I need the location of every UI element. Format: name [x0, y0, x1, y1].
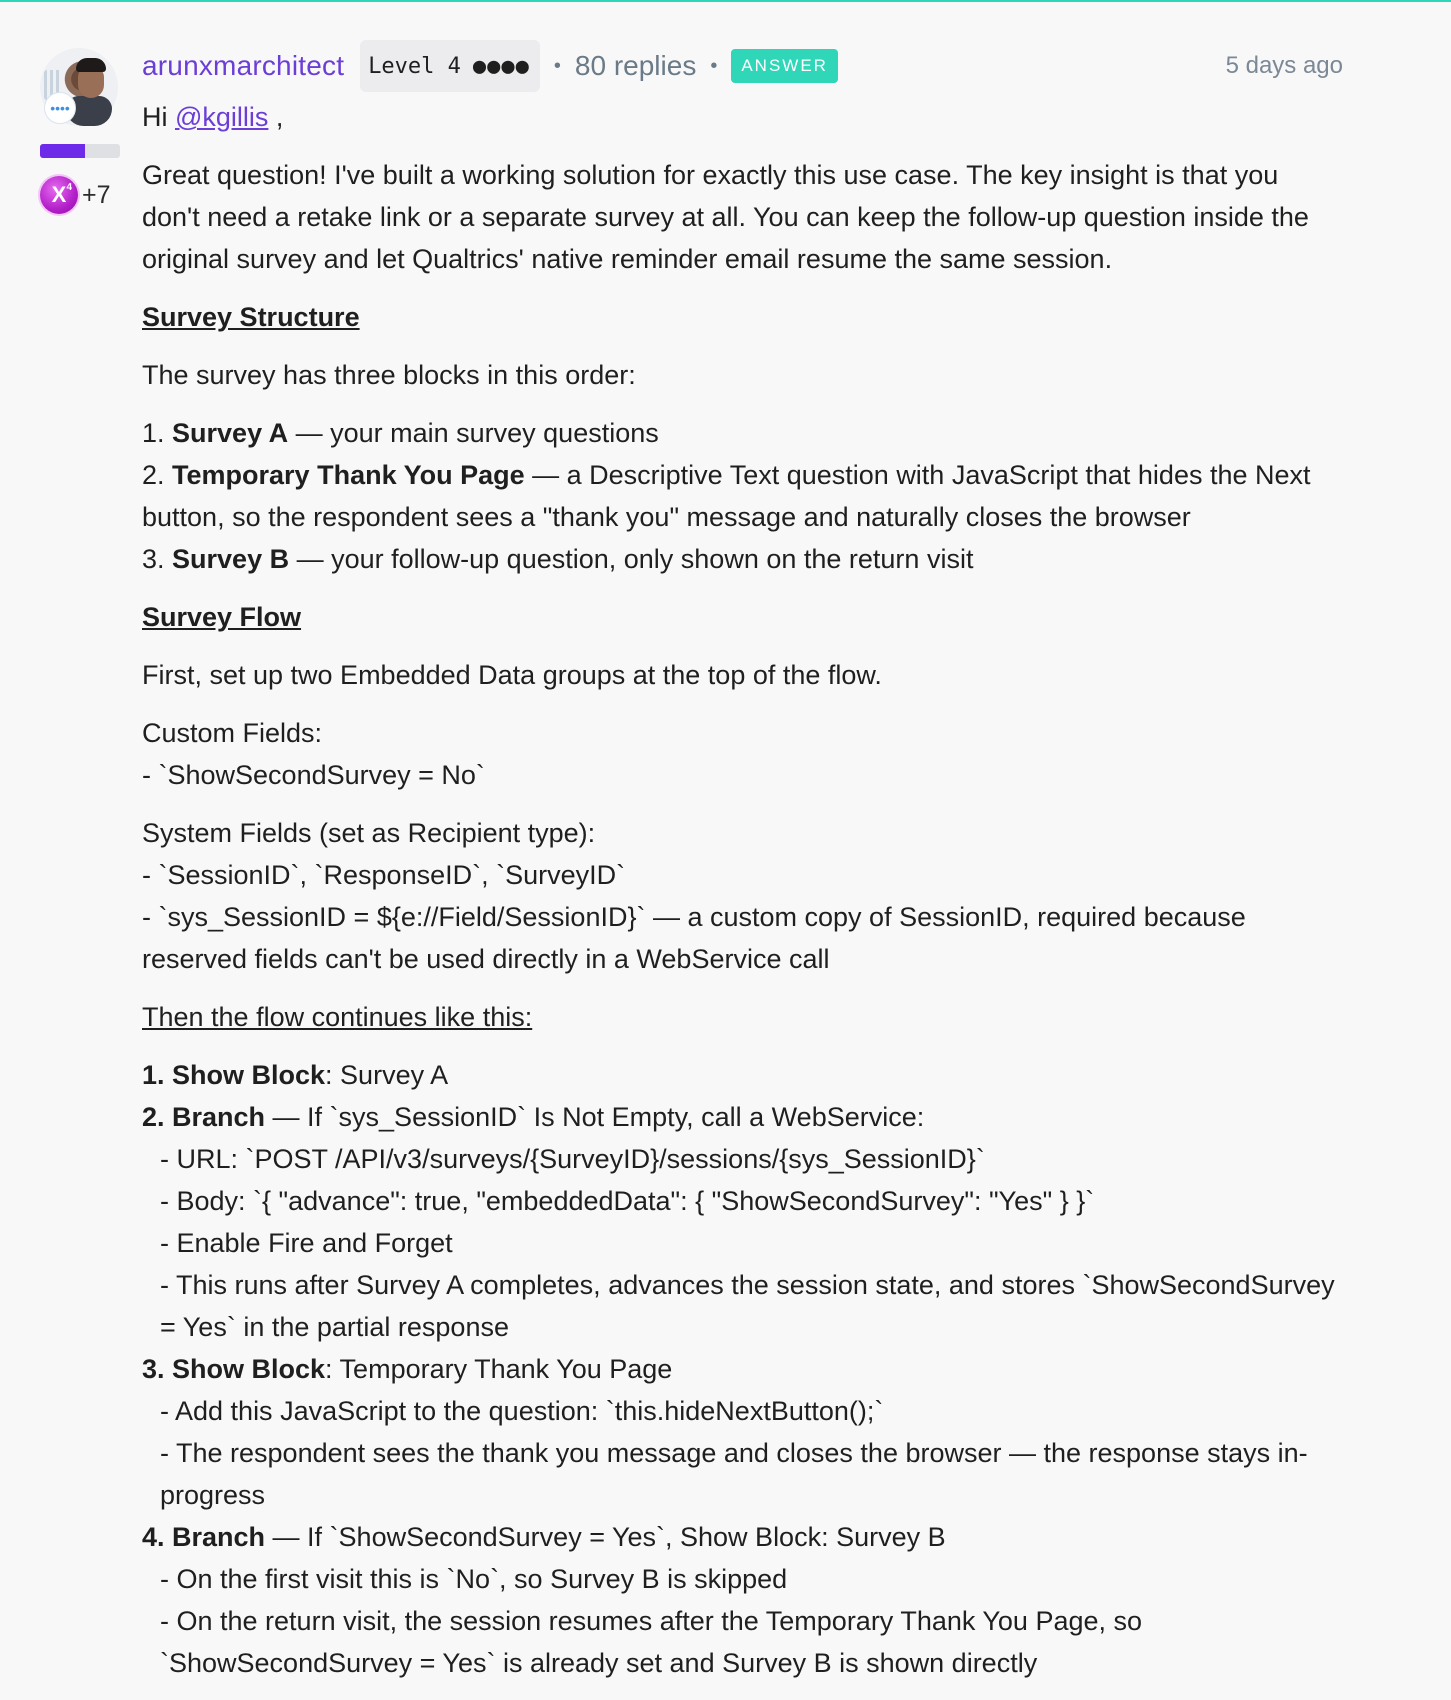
- flow-step-detail: - This runs after Survey A completes, advances the session state, and stores `ShowSecondSurvey = Yes` in the partial response: [160, 1270, 1335, 1342]
- rank-progress-fill: [40, 144, 85, 158]
- structure-item-number: 1.: [142, 418, 173, 448]
- survey-structure-heading: Survey Structure: [142, 302, 360, 332]
- post-body: [142, 96, 1342, 1700]
- post-timestamp[interactable]: 5 days ago: [1225, 52, 1343, 79]
- author-username[interactable]: arunxmarchitect: [142, 50, 345, 81]
- structure-item-title: Survey A: [172, 418, 289, 448]
- flow-step-detail: - On the return visit, the session resumes after the Temporary Thank You Page, so `ShowSecondSurvey = Yes` is already set and Survey B is shown directly: [160, 1606, 1143, 1678]
- flow-step-text: — If `sys_SessionID` Is Not Empty, call a WebService:: [265, 1102, 925, 1132]
- separator-dot: •: [710, 54, 718, 77]
- structure-item-title: Temporary Thank You Page: [172, 460, 525, 490]
- flow-step: [142, 1096, 1342, 1138]
- flow-step-title: 1. Show Block: [142, 1060, 326, 1090]
- structure-item-text: — your follow-up question, only shown on the return visit: [289, 544, 974, 574]
- structure-item: [142, 412, 1342, 454]
- flow-step-title: 2. Branch: [142, 1102, 266, 1132]
- flow-step-detail: - The respondent sees the thank you message and closes the browser — the response stays in-progress: [160, 1438, 1308, 1510]
- flow-step-title: 4. Branch: [142, 1522, 266, 1552]
- structure-item-text: — your main survey questions: [288, 418, 659, 448]
- flow-step-detail: - URL: `POST /API/v3/surveys/{SurveyID}/sessions/{sys_SessionID}`: [160, 1144, 985, 1174]
- structure-item: [142, 454, 1342, 538]
- structure-item-title: Survey B: [172, 544, 290, 574]
- greeting-suffix: ,: [268, 102, 284, 132]
- flow-step-text: : Temporary Thank You Page: [325, 1354, 673, 1384]
- greeting: [142, 96, 1342, 138]
- level-dots: ●●●●: [472, 53, 530, 79]
- flow-steps: [142, 1054, 1342, 1684]
- rank-progress-bar: [40, 144, 120, 158]
- flow-step-detail: - Body: `{ "advance": true, "embeddedData": { "ShowSecondSurvey": "Yes" } }`: [160, 1186, 1095, 1216]
- answer-badge: ANSWER: [731, 49, 838, 83]
- dots-icon: ••••: [44, 92, 76, 124]
- level-badge: [360, 40, 540, 92]
- avatar[interactable]: [40, 48, 118, 126]
- structure-list: [142, 412, 1342, 580]
- system-field-item: - `SessionID`, `ResponseID`, `SurveyID`: [142, 860, 626, 890]
- badge-superscript: 4: [66, 182, 72, 193]
- avatar-hair: [76, 58, 106, 72]
- flow-step: [142, 1054, 1342, 1096]
- flow-step-detail: - Enable Fire and Forget: [160, 1228, 453, 1258]
- structure-intro: The survey has three blocks in this order:: [142, 360, 636, 390]
- intro-paragraph: Great question! I've built a working solution for exactly this use case. The key insight is that you don't need a retake link or a separate survey at all. You can keep the follow-up question inside the original survey and let Qualtrics' native reminder email resume the same session.: [142, 160, 1309, 274]
- reply-count: 80 replies: [574, 50, 697, 81]
- user-mention-link[interactable]: @kgillis: [175, 102, 269, 132]
- post-header: [142, 40, 1420, 92]
- flow-step-title: 3. Show Block: [142, 1354, 326, 1384]
- flow-step-detail: - On the first visit this is `No`, so Survey B is skipped: [160, 1564, 788, 1594]
- custom-fields: [142, 712, 1342, 796]
- x4-badge-icon[interactable]: [40, 176, 78, 214]
- structure-item-number: 3.: [142, 544, 173, 574]
- badges-row: [40, 176, 124, 214]
- system-fields-label: System Fields (set as Recipient type):: [142, 818, 596, 848]
- system-fields: [142, 812, 1342, 980]
- greeting-prefix: Hi: [142, 102, 175, 132]
- structure-item-text: — a Descriptive Text question with JavaScript that hides the Next button, so the respondent sees a "thank you" message and naturally closes the browser: [142, 460, 1311, 532]
- custom-field-item: - `ShowSecondSurvey = No`: [142, 760, 485, 790]
- flow-step-text: — If `ShowSecondSurvey = Yes`, Show Block: Survey B: [265, 1522, 946, 1552]
- structure-item: [142, 538, 1342, 580]
- survey-flow-heading: Survey Flow: [142, 602, 302, 632]
- flow-step: [142, 1348, 1342, 1390]
- flow-intro: First, set up two Embedded Data groups at the top of the flow.: [142, 660, 882, 690]
- extra-badges-count[interactable]: +7: [82, 180, 111, 209]
- separator-dot: •: [553, 54, 561, 77]
- system-field-item: - `sys_SessionID = ${e://Field/SessionID}` — a custom copy of SessionID, required because reserved fields can't be used directly in a WebService call: [142, 902, 1246, 974]
- structure-item-number: 2.: [142, 460, 173, 490]
- top-accent-line: [0, 0, 1451, 2]
- badge-letter: X: [51, 182, 67, 207]
- custom-fields-label: Custom Fields:: [142, 718, 323, 748]
- level-label: Level 4: [368, 53, 461, 79]
- author-column: [40, 48, 124, 214]
- flow-continues-label: Then the flow continues like this:: [142, 1002, 533, 1032]
- flow-step: [142, 1516, 1342, 1558]
- flow-step-text: : Survey A: [325, 1060, 449, 1090]
- flow-step-detail: - Add this JavaScript to the question: `this.hideNextButton();`: [160, 1396, 884, 1426]
